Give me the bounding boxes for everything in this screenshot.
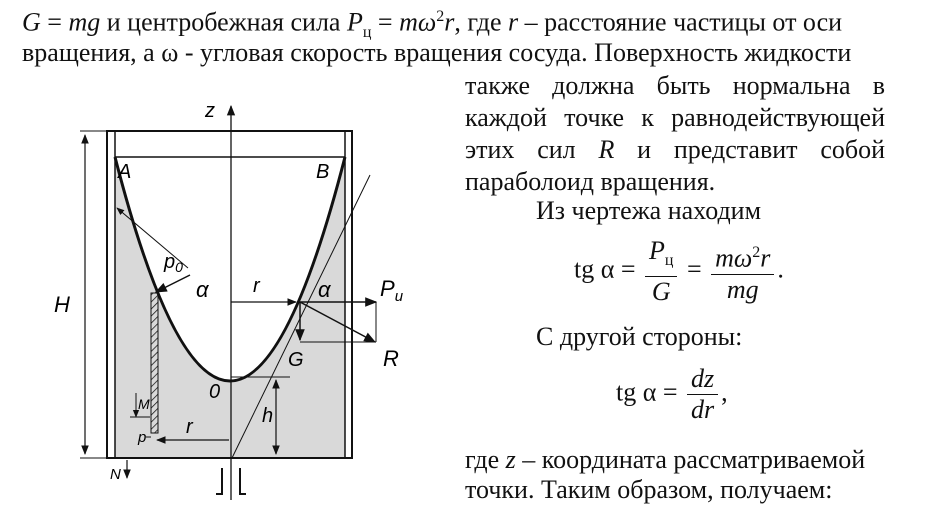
formula-tg-alpha-derivative: tg α = $\frac{dz}{dr}$ , — [616, 364, 728, 424]
label-B: B — [316, 161, 330, 183]
p0-arrow — [156, 275, 190, 292]
label-p0: $p_0$ — [164, 251, 183, 275]
label-p: p — [138, 429, 147, 446]
label-A: A — [118, 161, 132, 183]
paragraph-line: каждой точке к равнодействующей — [465, 103, 885, 132]
label-r-top: r — [253, 275, 260, 297]
label-z: z — [205, 100, 215, 122]
paragraph-line: также должна быть нормальна в — [465, 71, 885, 100]
label-N: N — [110, 466, 121, 483]
fraction-mw2r-over-mg: $\frac{m\omega^2r}{mg}$ — [711, 238, 774, 305]
text-line-1: G = mg и центробежная сила $P_ц = m\omega^2r$, где r – расстояние частицы от оси — [22, 7, 843, 41]
label-O: 0 — [209, 381, 221, 403]
paragraph-line: этих сил R и представит собой — [465, 135, 885, 164]
label-M: M — [138, 396, 150, 412]
text-line-2: вращения, а ω - угловая скорость вращения сосуда. Поверхность жидкости — [22, 38, 852, 67]
label-Pu: $P_u$ — [380, 276, 404, 305]
label-G: G — [288, 349, 304, 371]
label-R: R — [383, 346, 399, 371]
paragraph-line: точки. Таким образом, получаем: — [465, 475, 833, 504]
paragraph-line: параболоид вращения. — [465, 167, 716, 196]
other-side-text: С другой стороны: — [536, 322, 743, 351]
label-alpha-left: α — [196, 277, 209, 302]
fraction-pu-over-g: $\frac{P_ц}{G}$ — [645, 236, 677, 307]
paragraph-line: где z – координата рассматриваемой — [465, 445, 866, 474]
fraction-dz-over-dr: $\frac{dz}{dr}$ — [687, 364, 718, 425]
hatched-column — [151, 293, 158, 433]
label-H: H — [54, 292, 70, 317]
label-h: h — [262, 405, 274, 427]
from-drawing-text: Из чертежа находим — [536, 196, 762, 225]
label-alpha-right: α — [318, 277, 331, 302]
formula-tg-alpha-forces: tg α = $\frac{P_ц}{G}$ = $\frac{m\omega^2r}{mg}$ . — [574, 236, 784, 307]
label-r-bottom: r — [186, 416, 193, 438]
